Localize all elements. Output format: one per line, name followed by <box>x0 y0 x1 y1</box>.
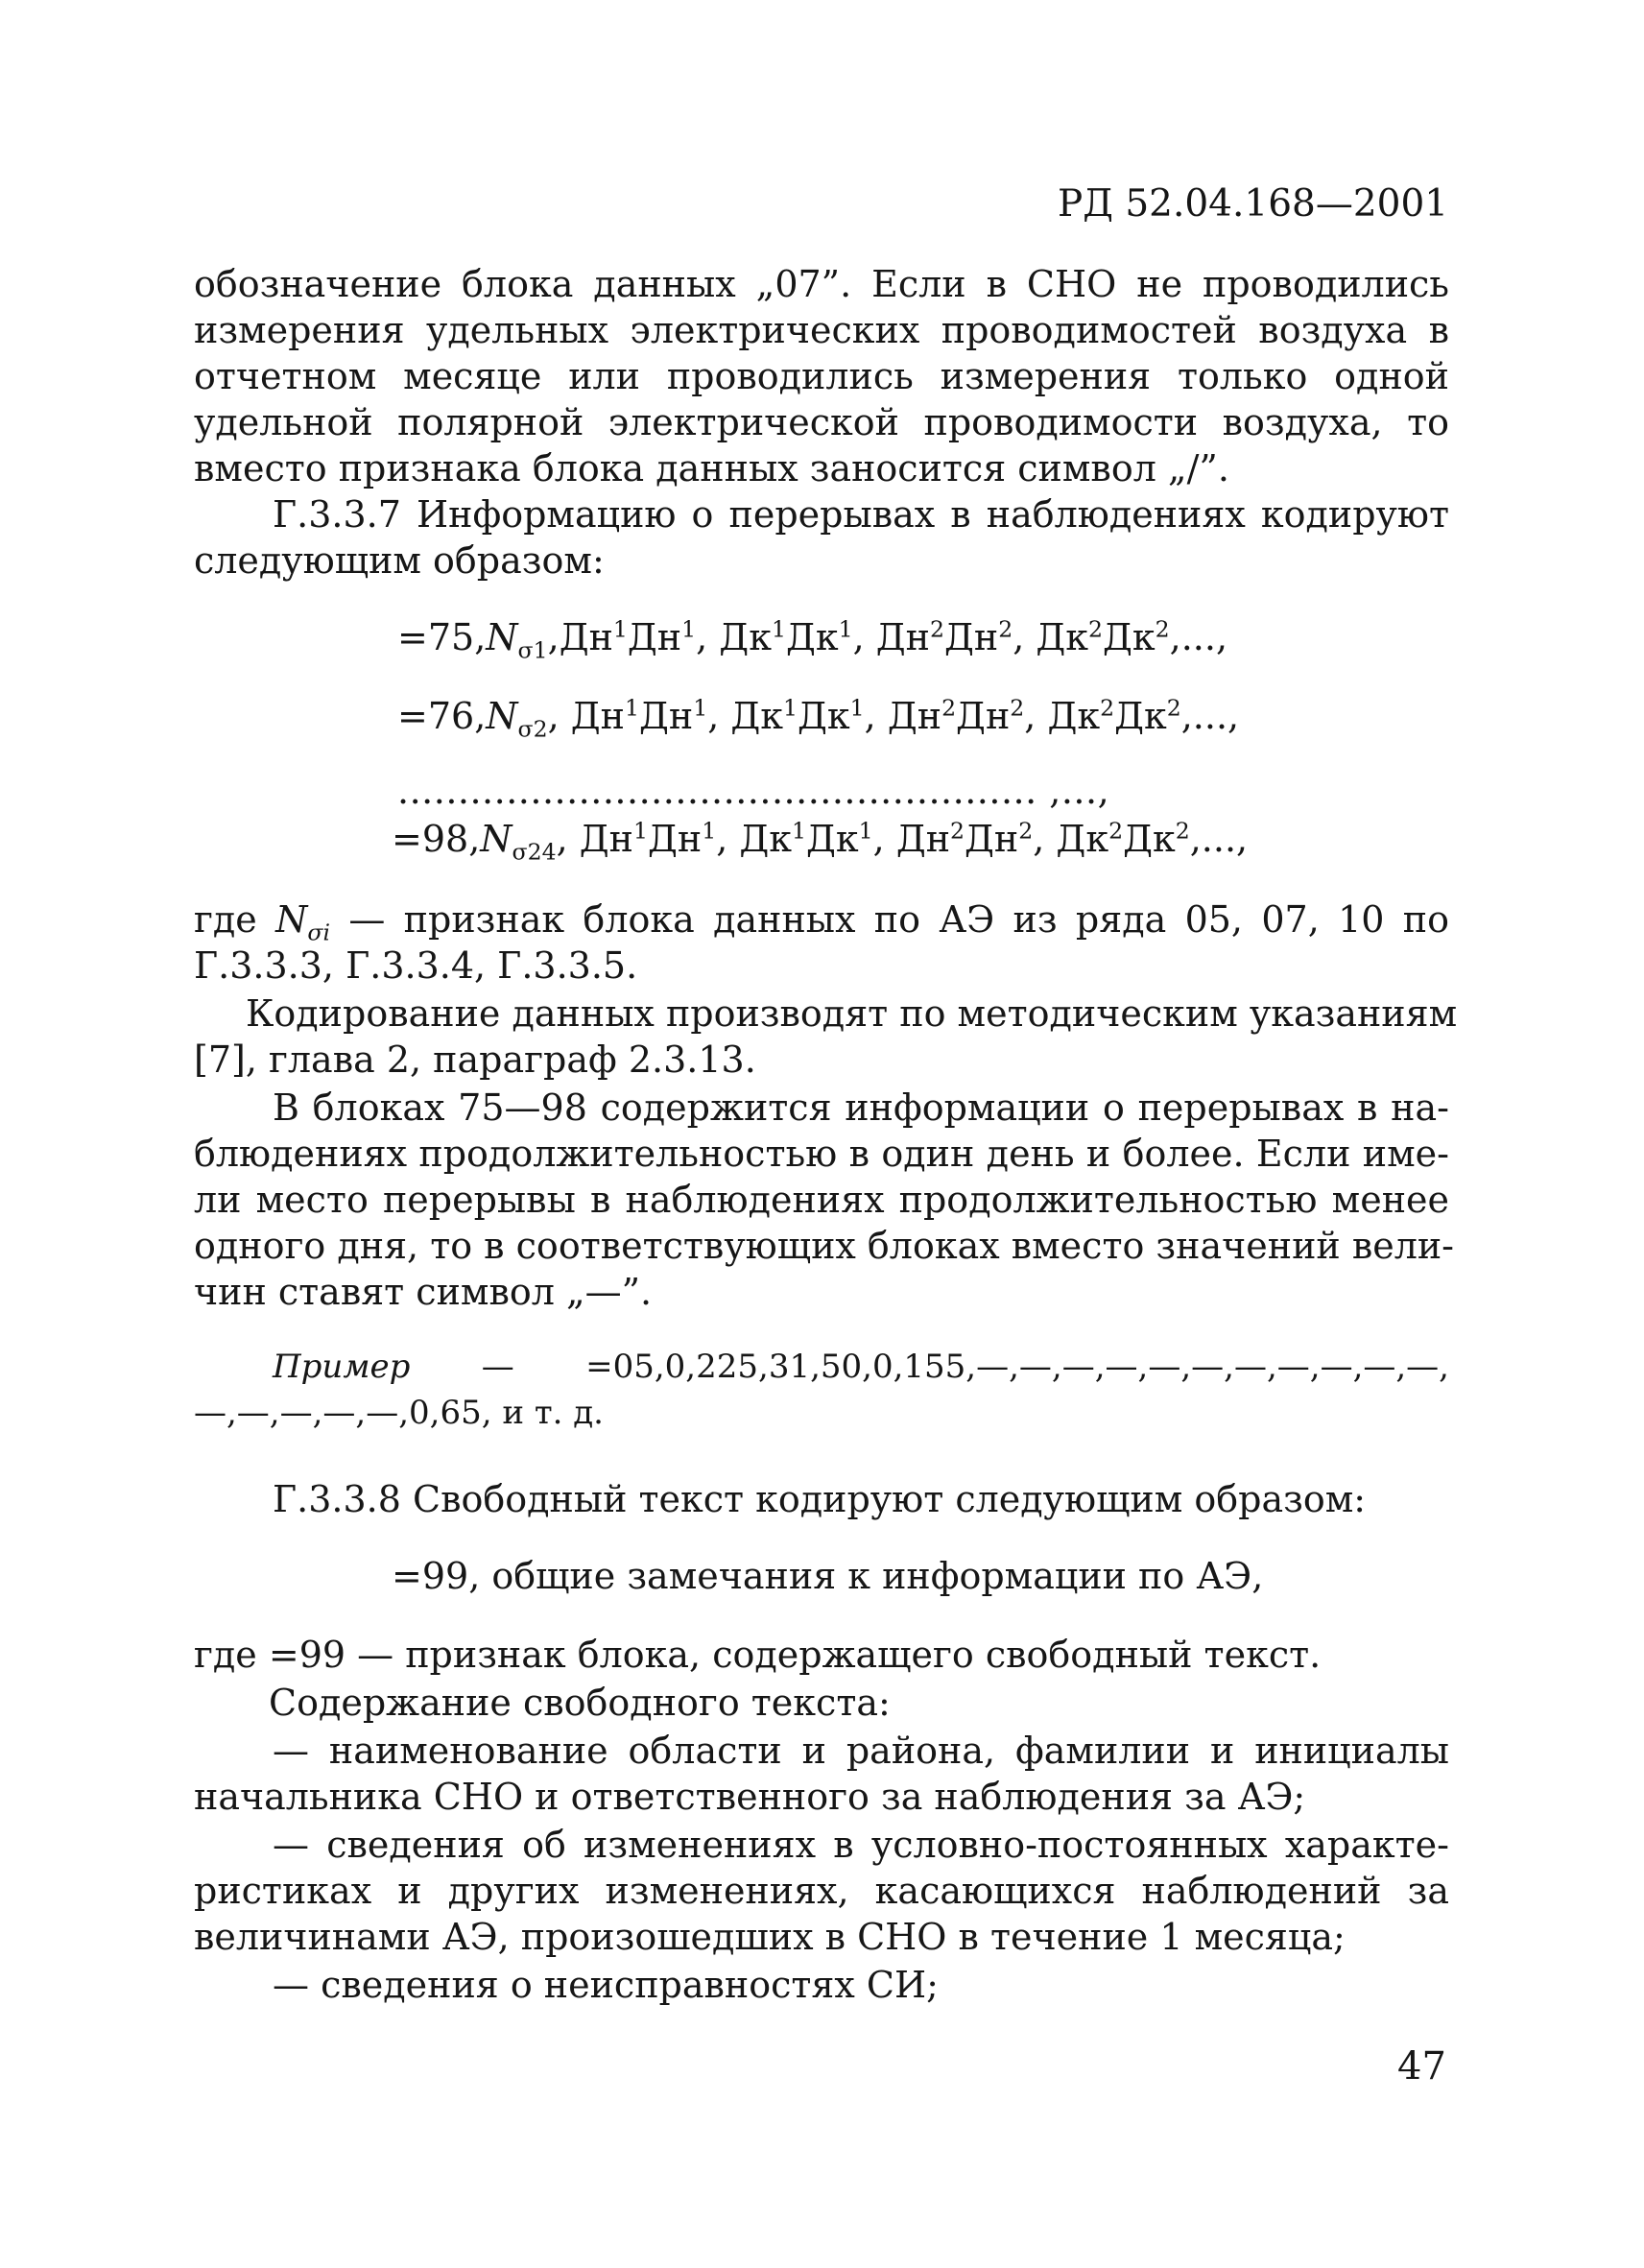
paragraph-line: ли место перерывы в наблюдениях продолжительностью менее <box>194 1179 1449 1221</box>
formula-98: $=98,N_{\sigma 24}$, $Дн^1Дн^1$, $Дк^1Дк^1$, $Дн^2Дн^2$, $Дк^2Дк^2$,..., <box>392 817 1249 866</box>
paragraph-line: удельной полярной электрической проводимости воздуха, то <box>194 401 1449 443</box>
list-item-line: — сведения о неисправностях СИ; <box>273 1964 939 2006</box>
paragraph-line: где =99 — признак блока, содержащего свободный текст. <box>194 1634 1322 1676</box>
formula-99: =99, общие замечания к информации по АЭ, <box>392 1555 1264 1597</box>
paragraph-line: Кодирование данных производят по методическим указаниям <box>246 992 1458 1035</box>
formula-75: $=75,N_{\sigma 1},Дн^1Дн^1$, $Дк^1Дк^1$, $Дн^2Дн^2$, $Дк^2Дк^2$,..., <box>397 615 1228 664</box>
list-item-line: — сведения об изменениях в условно-постоянных характе- <box>273 1824 1449 1866</box>
list-item-line: — наименование области и района, фамилии и инициалы <box>273 1730 1449 1772</box>
paragraph-line: следующим образом: <box>194 539 605 582</box>
list-item-line: ристиках и других изменениях, касающихся наблюдений за <box>194 1870 1449 1912</box>
paragraph-line: блюдениях продолжительностью в один день и более. Если име- <box>194 1133 1449 1175</box>
page-number: 47 <box>1397 2044 1446 2089</box>
paragraph-line: Г.3.3.3, Г.3.3.4, Г.3.3.5. <box>194 944 638 987</box>
example-line: —,—,—,—,—,0,65, и т. д. <box>194 1394 604 1432</box>
section-heading-line: Г.3.3.8 Свободный текст кодируют следующим образом: <box>273 1478 1367 1520</box>
paragraph-line: вместо признака блока данных заносится символ „/”. <box>194 447 1229 489</box>
list-item-line: величинами АЭ, произошедших в СНО в течение 1 месяца; <box>194 1916 1346 1958</box>
paragraph-line: измерения удельных электрических проводимостей воздуха в <box>194 309 1449 351</box>
paragraph-line: одного дня, то в соответствующих блоках вместо значений вели- <box>194 1225 1455 1267</box>
paragraph-line: обозначение блока данных „07”. Если в СНО не проводились <box>194 263 1449 305</box>
formula-dots: ..................................................... ,..., <box>397 770 1110 812</box>
paragraph-line: [7], глава 2, параграф 2.3.13. <box>194 1039 756 1081</box>
formula-76: $=76,N_{\sigma 2}$, $Дн^1Дн^1$, $Дк^1Дк^1$, $Дн^2Дн^2$, $Дк^2Дк^2$,..., <box>397 694 1240 743</box>
document-code: РД 52.04.168—2001 <box>1058 182 1449 226</box>
example-line: Пример — =05,0,225,31,50,0,155,—,—,—,—,—,—,—,—,—,—,—, <box>273 1348 1449 1386</box>
paragraph-line: чин ставят символ „—”. <box>194 1271 653 1313</box>
example-label: Пример <box>273 1348 411 1386</box>
paragraph-line: отчетном месяце или проводились измерения только одной <box>194 355 1449 397</box>
paragraph-line: В блоках 75—98 содержится информации о перерывах в на- <box>273 1086 1449 1129</box>
list-item-line: начальника СНО и ответственного за наблюдения за АЭ; <box>194 1776 1306 1818</box>
section-heading-line: Г.3.3.7 Информацию о перерывах в наблюдениях кодируют <box>273 493 1449 536</box>
paragraph-line: Содержание свободного текста: <box>269 1682 891 1724</box>
where-line: где $N_{\sigma i}$ — признак блока данных по АЭ из ряда 05, 07, 10 по <box>194 898 1449 946</box>
